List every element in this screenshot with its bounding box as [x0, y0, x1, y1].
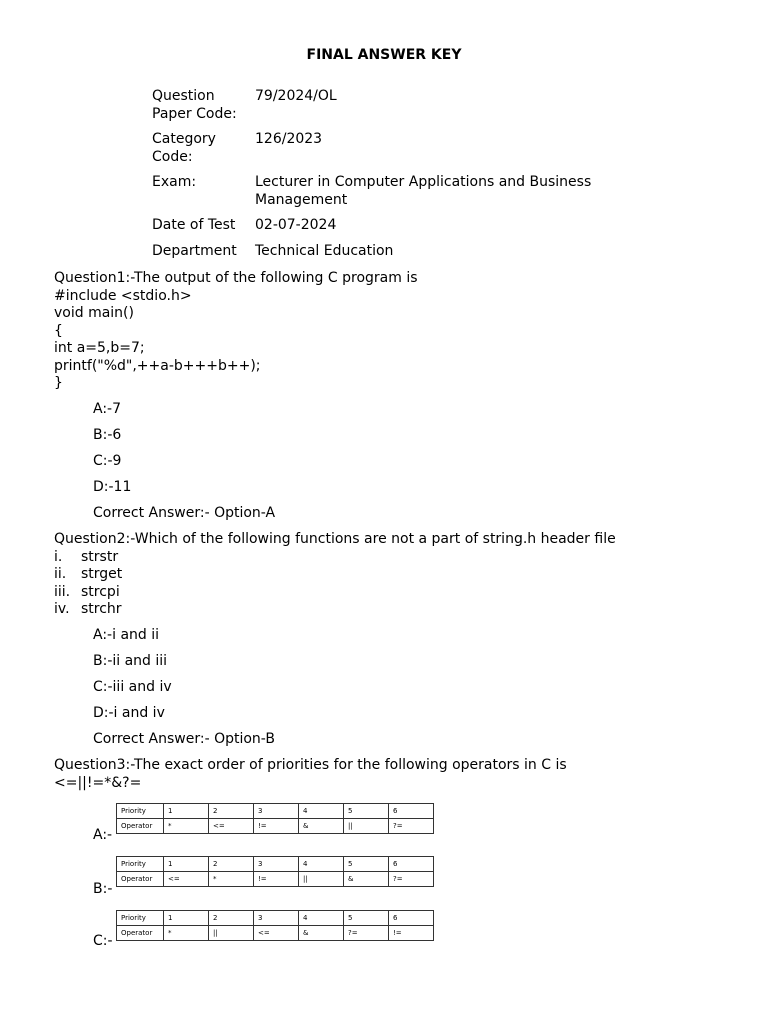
- q3-option-b-table: [116, 856, 434, 887]
- table-cell: <=: [209, 819, 254, 834]
- table-cell: ?=: [344, 926, 389, 941]
- meta-row-category-code: [152, 131, 655, 166]
- code-line: printf("%d",++a-b+++b++);: [54, 357, 261, 374]
- exam-meta: [152, 88, 655, 260]
- table-cell: 3: [254, 857, 299, 872]
- table-cell: Priority: [117, 804, 164, 819]
- table-cell: ||: [209, 926, 254, 941]
- table-cell: Operator: [117, 819, 164, 834]
- table-cell: 1: [164, 857, 209, 872]
- question-2: [54, 531, 616, 619]
- table-cell: Operator: [117, 872, 164, 887]
- table-cell: &: [344, 872, 389, 887]
- table-cell: 4: [299, 804, 344, 819]
- table-row: [117, 872, 434, 887]
- table-cell: 4: [299, 911, 344, 926]
- table-cell: 6: [389, 857, 434, 872]
- list-text: strchr: [81, 601, 122, 617]
- meta-value: Technical Education: [255, 242, 394, 259]
- question-3: [54, 757, 567, 792]
- table-cell: 4: [299, 857, 344, 872]
- list-text: strcpi: [81, 583, 120, 600]
- table-row: [117, 926, 434, 941]
- table-cell: Operator: [117, 926, 164, 941]
- table-cell: &: [299, 926, 344, 941]
- list-number: iv.: [54, 601, 70, 617]
- table-cell: *: [164, 819, 209, 834]
- q1-option-a: A:-7: [93, 401, 122, 417]
- table-cell: 2: [209, 857, 254, 872]
- q3-option-c-table: [116, 910, 434, 941]
- table-cell: <=: [164, 872, 209, 887]
- meta-value: 126/2023: [255, 131, 323, 147]
- list-number: ii.: [54, 566, 67, 582]
- list-item: [54, 566, 616, 584]
- table-cell: !=: [254, 872, 299, 887]
- q2-option-c: C:-iii and iv: [93, 679, 172, 695]
- code-line: int a=5,b=7;: [54, 340, 145, 356]
- table-cell: *: [209, 872, 254, 887]
- q2-option-a: A:-i and ii: [93, 627, 160, 643]
- code-line: }: [54, 375, 63, 391]
- table-cell: 1: [164, 804, 209, 819]
- meta-row-exam: [152, 174, 655, 209]
- q2-option-d: D:-i and iv: [93, 705, 165, 721]
- table-cell: *: [164, 926, 209, 941]
- table-row: [117, 857, 434, 872]
- table-cell: 3: [254, 804, 299, 819]
- table-cell: 6: [389, 911, 434, 926]
- meta-label: Question Paper Code:: [152, 88, 237, 122]
- meta-label: Exam:: [152, 174, 197, 190]
- table-cell: 2: [209, 804, 254, 819]
- code-line: {: [54, 322, 63, 339]
- table-cell: ||: [299, 872, 344, 887]
- table-cell: 6: [389, 804, 434, 819]
- operator-list: <=||!=*&?=: [54, 774, 142, 791]
- list-item: [54, 549, 616, 567]
- table-cell: 5: [344, 804, 389, 819]
- table-cell: 5: [344, 857, 389, 872]
- q1-option-c: C:-9: [93, 453, 122, 469]
- table-cell: 3: [254, 911, 299, 926]
- table-row: [117, 911, 434, 926]
- table-cell: <=: [254, 926, 299, 941]
- page-title: FINAL ANSWER KEY: [306, 47, 462, 63]
- meta-label: Date of Test: [152, 217, 236, 233]
- meta-label: Category Code:: [152, 131, 216, 165]
- q3-option-c-label: C:-: [93, 933, 113, 949]
- table-cell: ?=: [389, 872, 434, 887]
- table-cell: 5: [344, 911, 389, 926]
- q2-option-b: B:-ii and iii: [93, 653, 168, 669]
- list-number: iii.: [54, 583, 71, 600]
- meta-row-paper-code: [152, 88, 655, 123]
- q3-option-b-label: B:-: [93, 881, 113, 897]
- table-cell: ||: [344, 819, 389, 834]
- table-row: [117, 804, 434, 819]
- table-cell: Priority: [117, 857, 164, 872]
- question-text: Question1:-The output of the following C program is: [54, 270, 418, 286]
- question-text: Question2:-Which of the following functions are not a part of string.h header file: [54, 531, 616, 547]
- list-number: i.: [54, 548, 63, 565]
- meta-label: Department: [152, 242, 237, 259]
- meta-value: 79/2024/OL: [255, 88, 337, 104]
- table-cell: &: [299, 819, 344, 834]
- list-item: [54, 584, 616, 602]
- meta-value: Lecturer in Computer Applications and Business Management: [255, 174, 592, 208]
- table-cell: 2: [209, 911, 254, 926]
- q1-correct-answer: Correct Answer:- Option-A: [93, 505, 276, 521]
- code-line: void main(): [54, 305, 134, 321]
- q2-correct-answer: Correct Answer:- Option-B: [93, 731, 275, 747]
- list-text: strstr: [81, 548, 119, 565]
- q1-option-b: B:-6: [93, 427, 122, 443]
- question-1: [54, 270, 418, 393]
- table-row: [117, 819, 434, 834]
- meta-row-department: [152, 243, 655, 261]
- table-cell: Priority: [117, 911, 164, 926]
- q3-option-a-label: A:-: [93, 827, 113, 843]
- q3-option-a-table: [116, 803, 434, 834]
- list-text: strget: [81, 566, 123, 582]
- table-cell: 1: [164, 911, 209, 926]
- table-cell: !=: [254, 819, 299, 834]
- code-line: #include <stdio.h>: [54, 287, 192, 304]
- q1-option-d: D:-11: [93, 479, 132, 495]
- meta-value: 02-07-2024: [255, 217, 337, 233]
- table-cell: !=: [389, 926, 434, 941]
- question-text: Question3:-The exact order of priorities for the following operators in C is: [54, 757, 567, 773]
- list-item: [54, 601, 616, 619]
- table-cell: ?=: [389, 819, 434, 834]
- meta-row-date: [152, 217, 655, 235]
